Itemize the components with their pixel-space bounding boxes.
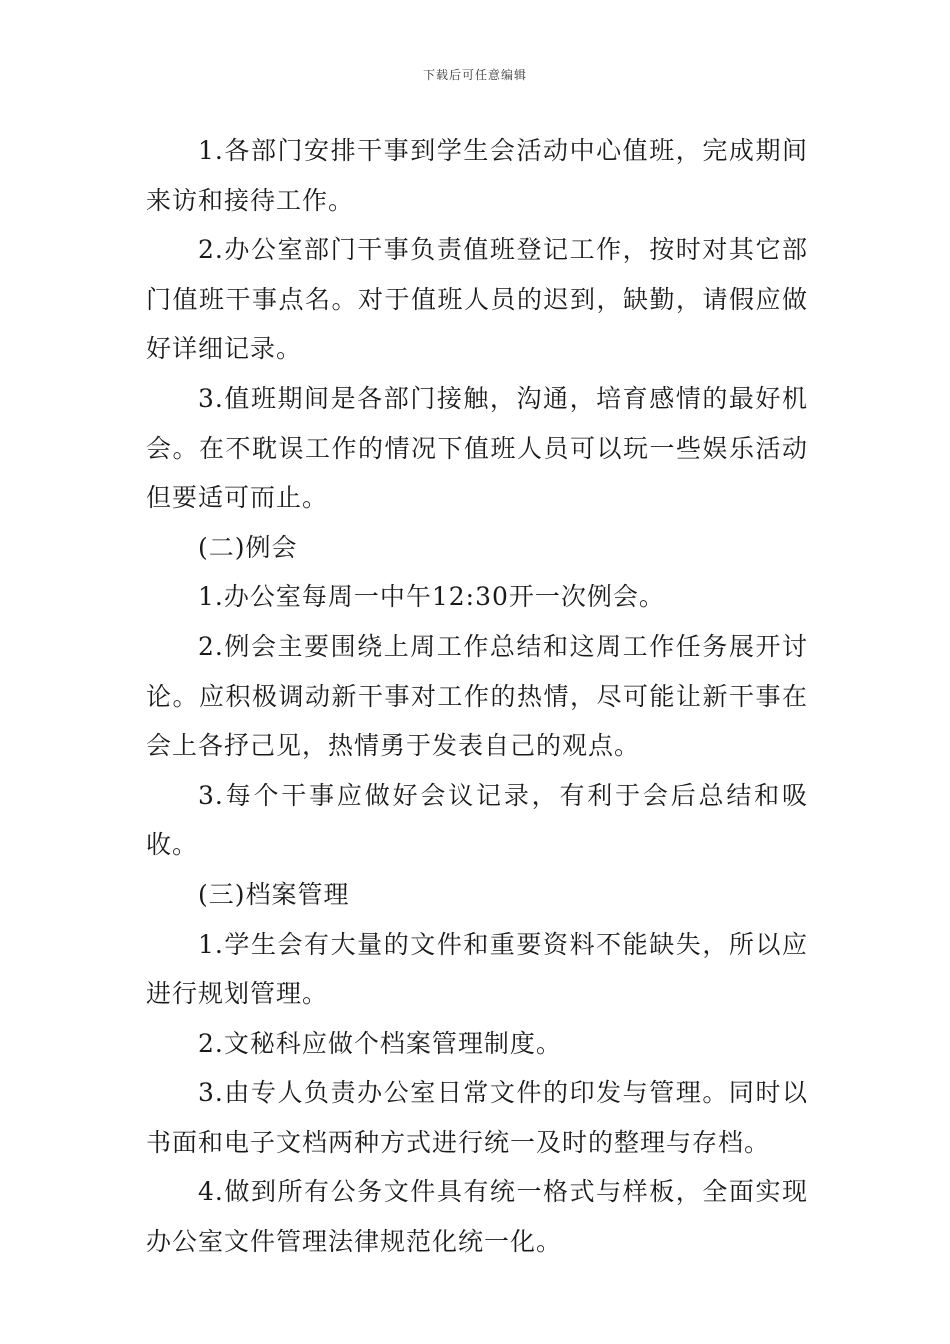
paragraph-duty-3: 3.值班期间是各部门接触，沟通，培育感情的最好机会。在不耽误工作的情况下值班人员可以玩一些娱乐活动但要适可而止。 xyxy=(146,383,808,513)
paragraph-archive-3: 3.由专人负责办公室日常文件的印发与管理。同时以书面和电子文档两种方式进行统一及时的整理与存档。 xyxy=(146,1078,808,1157)
paragraph-archive-2: 2.文秘科应做个档案管理制度。 xyxy=(198,1028,562,1058)
document-body xyxy=(146,126,808,1267)
page-header: 下载后可任意编辑 xyxy=(422,68,527,82)
paragraph-archive-1: 1.学生会有大量的文件和重要资料不能缺失，所以应进行规划管理。 xyxy=(146,929,808,1009)
paragraph-duty-2: 2.办公室部门干事负责值班登记工作，按时对其它部门值班干事点名。对于值班人员的迟到，缺勤，请假应做好详细记录。 xyxy=(146,235,808,364)
paragraph-archive-4: 4.做到所有公务文件具有统一格式与样板，全面实现办公室文件管理法律规范化统一化。 xyxy=(146,1177,808,1257)
section-heading-meeting: (二)例会 xyxy=(198,532,298,562)
section-heading-archive: (三)档案管理 xyxy=(198,879,350,909)
paragraph-meeting-3: 3.每个干事应做好会议记录，有利于会后总结和吸收。 xyxy=(146,780,808,860)
paragraph-duty-1: 1.各部门安排干事到学生会活动中心值班，完成期间来访和接待工作。 xyxy=(146,136,808,215)
paragraph-meeting-1: 1.办公室每周一中午12:30开一次例会。 xyxy=(198,582,665,612)
paragraph-meeting-2: 2.例会主要围绕上周工作总结和这周工作任务展开讨论。应积极调动新干事对工作的热情，尽可能让新干事在会上各抒己见，热情勇于发表自己的观点。 xyxy=(146,631,808,761)
